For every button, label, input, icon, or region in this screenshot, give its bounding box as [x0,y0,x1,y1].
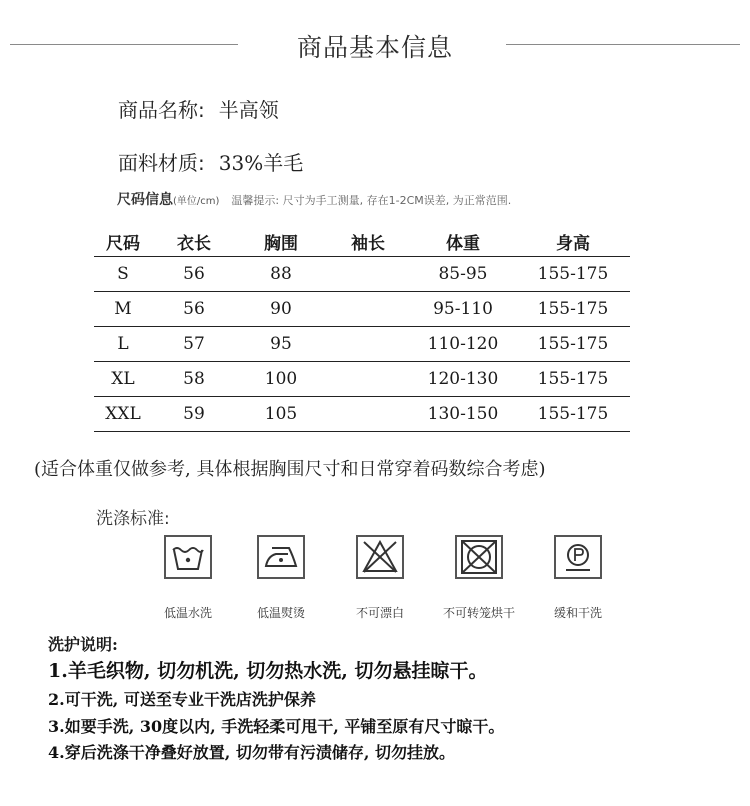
product-name-row [118,94,279,123]
cell-sleeve [326,396,410,431]
wash-label-low-temp-wash: 低温水洗 [163,606,212,620]
cell-height: 155-175 [516,396,630,431]
no-bleach-icon [355,534,405,580]
cell-weight: 85-95 [410,256,516,291]
cell-chest: 88 [236,256,326,291]
care-title: 洗护说明: [48,635,118,654]
cell-height: 155-175 [516,256,630,291]
size-info-title: 尺码信息 [117,192,173,208]
cell-weight: 120-130 [410,361,516,396]
cell-height: 155-175 [516,291,630,326]
cell-height: 155-175 [516,361,630,396]
table-row [94,326,630,361]
cell-size: M [94,291,152,326]
cell-chest: 95 [236,326,326,361]
product-name-label: 商品名称: [118,98,205,122]
table-row [94,361,630,396]
col-header-length: 衣长 [152,228,236,256]
gentle-dry-clean-icon [553,534,603,580]
header-right-line [506,44,740,45]
fabric-row [118,147,303,176]
cell-height: 155-175 [516,326,630,361]
cell-sleeve [326,361,410,396]
col-header-weight: 体重 [410,228,516,256]
cell-length: 57 [152,326,236,361]
cell-length: 59 [152,396,236,431]
low-temp-iron-icon [256,534,306,580]
cell-chest: 105 [236,396,326,431]
cell-size: XL [94,361,152,396]
cell-sleeve [326,256,410,291]
size-info-unit: (单位/cm) [173,196,220,207]
size-table [94,228,630,432]
cell-sleeve [326,291,410,326]
cell-weight: 130-150 [410,396,516,431]
wash-label-low-temp-iron: 低温熨烫 [256,606,305,620]
col-header-height: 身高 [516,228,630,256]
wash-label-no-tumble-dry: 不可转笼烘干 [442,606,515,620]
low-temp-wash-icon [163,534,213,580]
size-info-header [117,189,511,209]
cell-length: 56 [152,291,236,326]
cell-chest: 90 [236,291,326,326]
cell-weight: 95-110 [410,291,516,326]
fabric-label: 面料材质: [118,151,205,175]
care-item-1: 1.羊毛织物, 切勿机洗, 切勿热水洗, 切勿悬挂晾干。 [48,660,488,682]
cell-size: XXL [94,396,152,431]
care-item-3: 3.如要手洗, 30度以内, 手洗轻柔可甩干, 平铺至原有尺寸晾干。 [48,717,505,736]
wash-title: 洗涤标准: [96,509,170,529]
cell-length: 56 [152,256,236,291]
page-title: 商品基本信息 [296,33,453,62]
no-tumble-dry-icon [454,534,504,580]
cell-weight: 110-120 [410,326,516,361]
care-item-2: 2.可干洗, 可送至专业干洗店洗护保养 [48,690,316,709]
table-row [94,291,630,326]
cell-size: L [94,326,152,361]
product-name-value: 半高领 [218,98,279,122]
table-row [94,256,630,291]
table-row [94,396,630,431]
cell-size: S [94,256,152,291]
cell-length: 58 [152,361,236,396]
cell-sleeve [326,326,410,361]
col-header-size: 尺码 [94,228,152,256]
fit-note: (适合体重仅做参考, 具体根据胸围尺寸和日常穿着码数综合考虑) [34,459,546,480]
wash-label-no-bleach: 不可漂白 [355,606,404,620]
cell-chest: 100 [236,361,326,396]
care-item-4: 4.穿后洗涤干净叠好放置, 切勿带有污渍储存, 切勿挂放。 [48,743,455,762]
size-info-note: 温馨提示: 尺寸为手工测量, 存在1-2CM误差, 为正常范围. [231,194,512,207]
col-header-sleeve: 袖长 [326,228,410,256]
col-header-chest: 胸围 [236,228,326,256]
wash-label-gentle-dry-clean: 缓和干洗 [553,606,602,620]
fabric-value: 33%羊毛 [218,151,304,175]
size-table-header [94,228,630,256]
